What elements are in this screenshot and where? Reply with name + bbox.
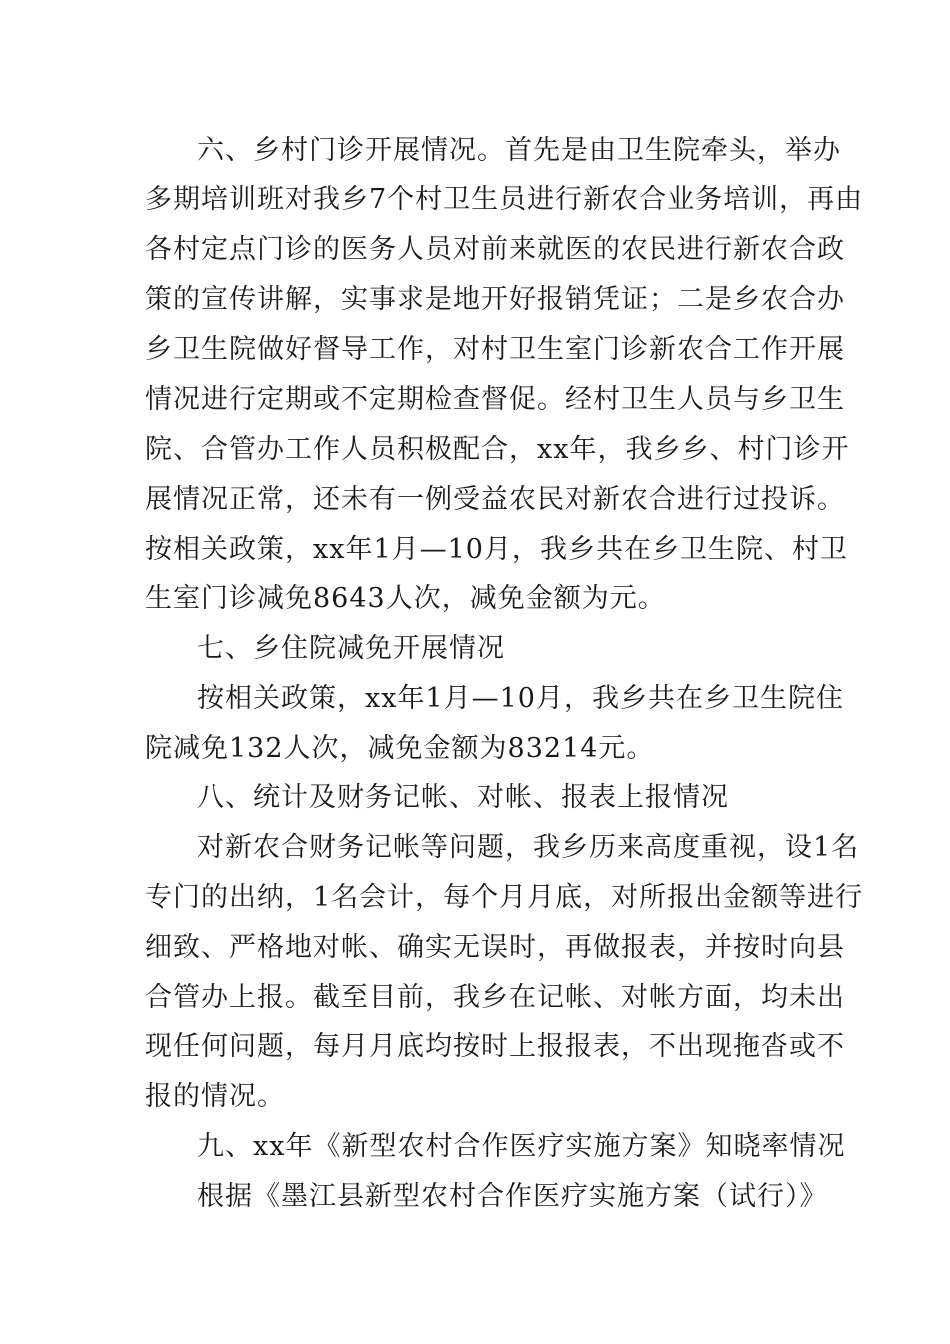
paragraph-6-line-7: 院、合管办工作人员积极配合，xx年，我乡乡、村门诊开 — [145, 434, 850, 465]
paragraph-6-line-8: 展情况正常，还未有一例受益农民对新农合进行过投诉。 — [145, 484, 845, 515]
section-8-heading: 八、统计及财务记帐、对帐、报表上报情况 — [197, 782, 729, 813]
paragraph-7-line-2: 院减免132人次，减免金额为83214元。 — [145, 733, 655, 764]
paragraph-9-line-1: 根据《墨江县新型农村合作医疗实施方案（试行）》 — [197, 1181, 828, 1212]
paragraph-8-line-1: 对新农合财务记帐等问题，我乡历来高度重视，设1名 — [197, 832, 860, 863]
paragraph-6-line-2: 多期培训班对我乡7个村卫生员进行新农合业务培训，再由 — [145, 184, 864, 215]
paragraph-7-line-1: 按相关政策，xx年1月—10月，我乡共在乡卫生院住 — [197, 683, 844, 714]
paragraph-6-line-5: 乡卫生院做好督导工作，对村卫生室门诊新农合工作开展 — [145, 334, 845, 365]
paragraph-6-line-9: 按相关政策，xx年1月—10月，我乡共在乡卫生院、村卫 — [145, 534, 848, 565]
paragraph-8-line-5: 现任何问题，每月月底均按时上报报表，不出现拖沓或不 — [145, 1031, 845, 1062]
section-9-heading: 九、xx年《新型农村合作医疗实施方案》知晓率情况 — [197, 1131, 846, 1162]
paragraph-8-line-3: 细致、严格地对帐、确实无误时，再做报表，并按时向县 — [145, 932, 845, 963]
paragraph-6-line-6: 情况进行定期或不定期检查督促。经村卫生人员与乡卫生 — [145, 384, 845, 415]
paragraph-8-line-4: 合管办上报。截至目前，我乡在记帐、对帐方面，均未出 — [145, 982, 845, 1013]
paragraph-6-line-3: 各村定点门诊的医务人员对前来就医的农民进行新农合政 — [145, 234, 845, 265]
section-7-heading: 七、乡住院减免开展情况 — [197, 633, 505, 664]
paragraph-8-line-2: 专门的出纳，1名会计，每个月月底，对所报出金额等进行 — [145, 882, 864, 913]
paragraph-8-line-6: 报的情况。 — [145, 1081, 285, 1112]
paragraph-6-line-4: 策的宣传讲解，实事求是地开好报销凭证；二是乡农合办 — [145, 284, 845, 315]
paragraph-6-line-10: 生室门诊减免8643人次，减免金额为元。 — [145, 583, 666, 614]
paragraph-6-line-1: 六、乡村门诊开展情况。首先是由卫生院牵头，举办 — [197, 135, 841, 166]
